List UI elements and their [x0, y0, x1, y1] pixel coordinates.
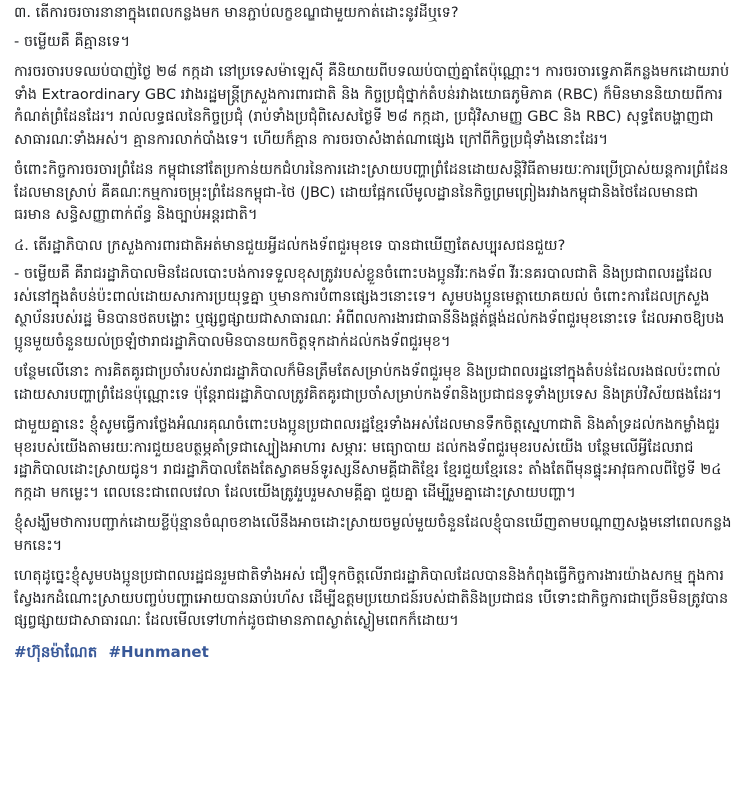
answer-4-paragraph-1: - ចម្លើយគឺ គឺរាជរដ្ឋាភិបាលមិនដែលបោះបង់ការទទួលខុសត្រូវរបស់ខ្លួនចំពោះបងប្អូនវីរៈកងទ័ព វីរៈនគរបាលជាតិ និងប្រជាពលរដ្ឋដែលរស់នៅក្នុងតំបន់ប៉ះពាល់ដោយសារការប្រយុទ្ធគ្នា ឬមានការបំពានផ្សេងៗនោះទេ។ សូមបងប្អូនមេត្តាយោគយល់ ចំពោះការដែលក្រសួង ស្ថាប័នរបស់រដ្ឋ មិនបានថតបង្ហោះ ឬផ្សព្វផ្សាយជាសាធារណៈ អំពីពលការងារជាធានីនិងផ្គត់ផ្គង់ដល់កងទ័ពជួរមុខនោះទេ ដែលអាចឱ្យបងប្អូនមួយចំនួនយល់ច្រឡំថារាជរដ្ឋាភិបាលមិនបានយកចិត្តទុកដាក់ដល់កងទ័ពជួរមុខ។: [14, 266, 725, 350]
thanks-paragraph: ជាមួយគ្នានេះ ខ្ញុំសូមធ្វើការថ្លែងអំណរគុណចំពោះបងប្អូនប្រជាពលរដ្ឋខ្មែរទាំងអស់ដែលមានទឹកចិត្តស្នេហាជាតិ និងគាំទ្រដល់កងកម្លាំងជួរមុខរបស់យើងតាមរយៈការជួយឧបត្ថម្ភគាំទ្រជាស្បៀងអាហារ សម្ភារៈ មធ្យោបាយ ដល់កងទ័ពជួរមុខរបស់យើង បន្ថែមលើអ្វីដែលរាជរដ្ឋាភិបាលដោះស្រាយជូន។ រាជរដ្ឋាភិបាលតែងតែស្វាគមន៍ទូរស្សនីសាមគ្គីជាតិខ្មែរ ខ្មែរជួយខ្មែរនេះ តាំងតែពីមុនផ្ទុះអាវុធកាលពីថ្ងៃទី ២៤ កក្កដា មកម្លេះ។ ពេលនេះជាពេលវេលា ដែលយើងត្រូវរួបរួមសាមគ្គីគ្នា ជួយគ្នា ដើម្បីរួមគ្នាដោះស្រាយបញ្ហា។: [14, 417, 722, 501]
answer-3-paragraph-2: ចំពោះកិច្ចការចរចារព្រំដែន កម្ពុជានៅតែប្រកាន់យកជំហរនៃការដោះស្រាយបញ្ហាព្រំដែនដោយសន្តិវិធីតាមរយៈការប្រើប្រាស់យន្តការព្រំដែនដែលមានស្រាប់ គឺគណៈកម្មការចម្រុះព្រំដែនកម្ពុជា-ថៃ (JBC) ដោយផ្អែកលើមូលដ្ឋាននៃកិច្ចព្រមព្រៀងរវាងកម្ពុជានិងថៃដែលមានជាធរមាន សន្ធិសញ្ញាពាក់ព័ន្ធ និងច្បាប់អន្តរជាតិ។: [14, 162, 729, 223]
question-4: ៤. តើរដ្ឋាភិបាល ក្រសួងការពារជាតិអត់មានជួយអ្វីដល់កងទ័ពជួរមុខទេ បានជាឃើញតែសប្បុរសជនជួយ?: [14, 237, 566, 254]
answer-4-paragraph-2: បន្ថែមលើនោះ ការគិតគូរជាប្រចាំរបស់រាជរដ្ឋាភិបាលក៏មិនត្រឹមតែសម្រាប់កងទ័ពជួរមុខ និងប្រជាពលរដ្ឋនៅក្នុងតំបន់ដែលរងផលប៉ះពាល់ដោយសារបញ្ហាព្រំដែនប៉ុណ្ណោះទេ ប៉ុន្តែរាជរដ្ឋាភិបាលត្រូវគិតគូរជាប្រចាំសម្រាប់កងទ័ពនិងប្រជាជនទូទាំងប្រទេស និងគ្រប់វិស័យផងដែរ។: [14, 364, 722, 403]
facebook-post-body: [14, 2, 732, 785]
closing-paragraph: ហេតុដូច្នេះខ្ញុំសូមបងប្អូនប្រជាពលរដ្ឋជនរួមជាតិទាំងអស់ ជឿទុកចិត្តលើរាជរដ្ឋាភិបាលដែលបាននិងកំពុងធ្វើកិច្ចការងារយ៉ាងសកម្ម ក្នុងការស្វែងរកដំណោះស្រាយបញ្ចប់បញ្ហាអោយបានឆាប់រហ័ស ដើម្បីឧត្តមប្រយោជន៍របស់ជាតិនិងប្រជាជន បើទោះជាកិច្ចការជាច្រើនមិនត្រូវបានផ្សព្វផ្សាយជាសាធារណៈ ដែលមើលទៅហាក់ដូចជាមានភាពស្ងាត់ស្ងៀមពេកក៏ដោយ។: [14, 568, 729, 629]
hashtag-hunmanet-link[interactable]: #Hunmanet: [108, 642, 209, 661]
answer-3-intro: - ចម្លើយគឺ គឺគ្មានទេ។: [14, 33, 131, 50]
hashtag-khmer-link[interactable]: #ហ៊ុនម៉ាណែត: [14, 642, 98, 661]
answer-3-paragraph-1: ការចរចារបទឈប់បាញ់ថ្ងៃ ២៨ កក្កដា នៅប្រទេសម៉ាឡេស៊ី គឺនិយាយពីបទឈប់បាញ់គ្នាតែប៉ុណ្ណោះ។ ការចរចារទ្វេភាគីកន្លងមកដោយរាប់ទាំង Extraordinary GBC រវាងរដ្ឋមន្ត្រីក្រសួងការពារជាតិ និង កិច្ចប្រជុំថ្នាក់តំបន់រវាងយោធភូមិភាគ (RBC) ក៏មិនមាននិយាយពីការកំណត់ព្រំដែនដែរ។ រាល់លទ្ធផលនៃកិច្ចប្រជុំ (រាប់ទាំងប្រជុំពិសេសថ្ងៃទី ២៨ កក្កដា, ប្រជុំវិសាមញ្ញ GBC និង RBC) សុទ្ធតែបង្ហាញជាសាធារណៈទាំងអស់។ គ្មានការលាក់បាំងទេ។ ហើយក៏គ្មាន ការចរចាសំងាត់ណាផ្សេង ក្រៅពីកិច្ចប្រជុំទាំងនោះដែរ។: [14, 64, 730, 148]
hope-paragraph: ខ្ញុំសង្ឃឹមថាការបញ្ជាក់ដោយខ្លីប៉ុន្មានចំណុចខាងលើនឹងអាចដោះស្រាយចម្ងល់មួយចំនួនដែលខ្ញុំបានឃើញតាមបណ្ដាញសង្គមនៅពេលកន្លងមកនេះ។: [14, 515, 732, 554]
hashtag-row: [14, 641, 732, 663]
question-3: ៣. តើការចរចារនានាក្នុងពេលកន្លងមក មានភ្ជាប់លក្ខខណ្ឌជាមួយកាត់ដោះនូវដីឬទេ?: [14, 5, 459, 21]
